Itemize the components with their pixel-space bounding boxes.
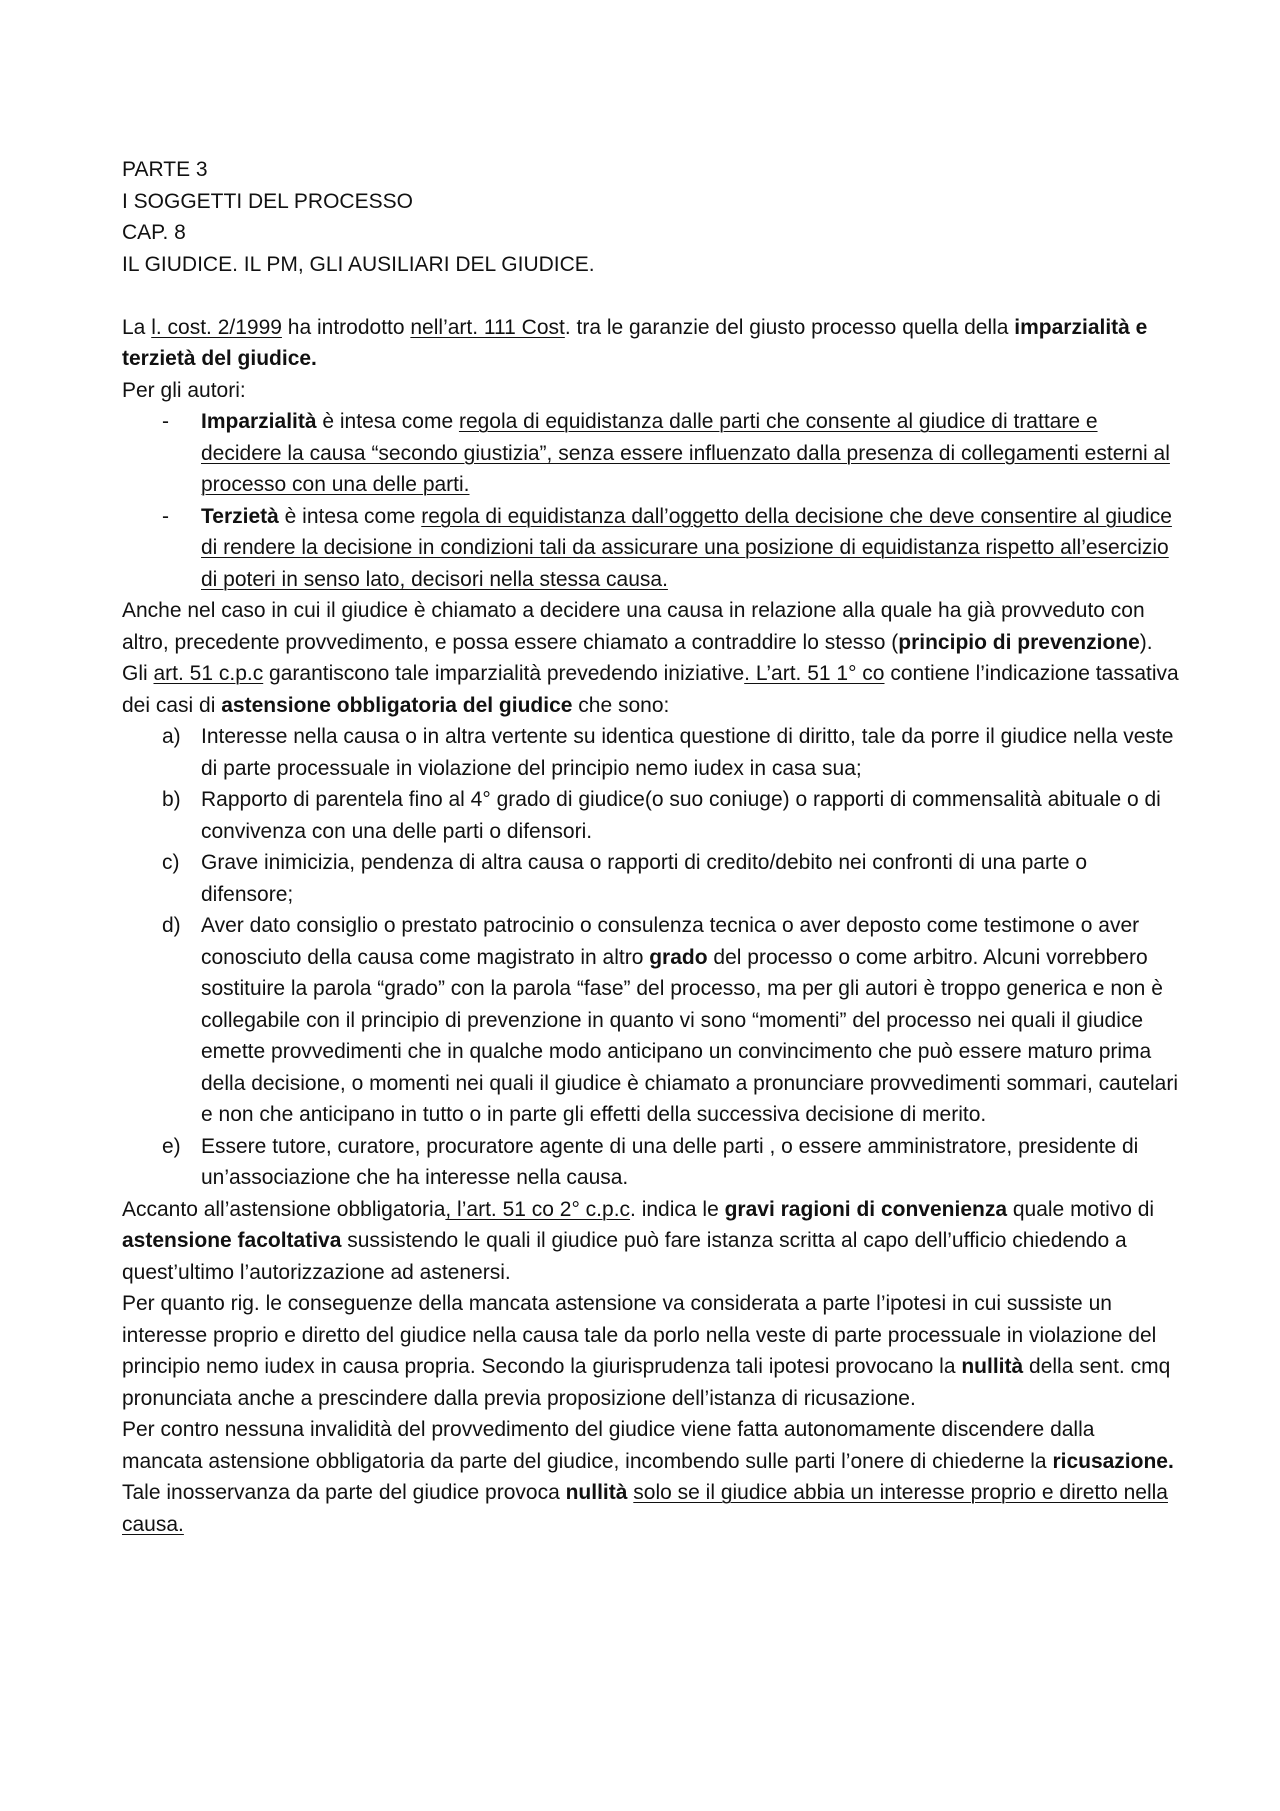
- reference-art-51: art. 51 c.p.c: [153, 662, 264, 685]
- authors-label: Per gli autori:: [122, 378, 246, 402]
- key-term: grado: [649, 945, 708, 969]
- blank-line: [122, 280, 1180, 312]
- key-term: astensione obbligatoria del giudice: [221, 693, 573, 717]
- list-item: d) Aver dato consiglio o prestato patrocinio o consulenza tecnica o aver deposto come testimone o aver conosciuto della causa come magistrato in altro grado del processo o come arbitro. Alcuni vorrebbero sostituire la parola “grado” con la parola “fase” del processo, ma per gli autori è troppo generica e non è collegabile con il principio di prevenzione in quanto vi sono “momenti” del processo nei quali il giudice emette provvedimenti che in qualche modo anticipano un convincimento che può essere maturo prima della decisione, o momenti nei quali il giudice è chiamato a pronunciare provvedimenti sommari, cautelari e non che anticipano in tutto o in parte gli effetti della successiva decisione di merito.: [122, 910, 1180, 1131]
- list-marker: a): [162, 725, 181, 748]
- list-item: a) Interesse nella causa o in altra vertente su identica questione di diritto, tale da porre il giudice nella veste di parte processuale in violazione del principio nemo iudex in casa sua;: [122, 721, 1180, 784]
- reference-art-51-co-1: . L’art. 51 1° co: [744, 662, 885, 685]
- list-item: e) Essere tutore, curatore, procuratore agente di una delle parti , o essere amministratore, presidente di un’associazione che ha interesse nella causa.: [122, 1131, 1180, 1194]
- list-marker: b): [162, 788, 181, 811]
- definition-item-terzieta: - Terzietà è intesa come regola di equidistanza dall’oggetto della decisione che deve consentire al giudice di rendere la decisione in condizioni tali da assicurare una posizione di equidistanza rispetto all’esercizio di poteri in senso lato, decisori nella stessa causa.: [122, 501, 1180, 596]
- part-title: I SOGGETTI DEL PROCESSO: [122, 189, 413, 213]
- chapter-number: CAP. 8: [122, 221, 186, 244]
- reference-legge-costituzionale: l. cost. 2/1999: [151, 315, 282, 339]
- consequences-paragraph: Per quanto rig. le conseguenze della mancata astensione va considerata a parte l’ipotesi in cui sussiste un interesse proprio e diretto del giudice nella causa tale da porlo nella veste di parte processuale in violazione del principio nemo iudex in causa propria. Secondo la giurisprudenza tali ipotesi provocano la nullità della sent. cmq pronunciata anche a prescindere dalla previa proposizione dell’istanza di ricusazione.: [122, 1292, 1171, 1410]
- list-dash: -: [162, 410, 169, 433]
- key-term: nullità: [961, 1355, 1024, 1378]
- definitions-list: [122, 406, 1180, 595]
- part-number: PARTE 3: [122, 158, 208, 181]
- key-term: ricusazione.: [1052, 1449, 1174, 1473]
- definition-text: regola di equidistanza dalle parti che consente al giudice di trattare e decidere la causa “secondo giustizia”, senza essere influenzato dalla presenza di collegamenti esterni al processo con una delle parti.: [201, 410, 1170, 496]
- chapter-title: IL GIUDICE. IL PM, GLI AUSILIARI DEL GIUDICE.: [122, 252, 595, 276]
- list-item: c) Grave inimicizia, pendenza di altra causa o rapporti di credito/debito nei confronti di una parte o difensore;: [122, 847, 1180, 910]
- art51-paragraph: Gli art. 51 c.p.c garantiscono tale imparzialità prevedendo iniziative. L’art. 51 1° co contiene l’indicazione tassativa dei casi di astensione obbligatoria del giudice che sono:: [122, 662, 1179, 717]
- list-marker: c): [162, 851, 180, 874]
- list-item: b) Rapporto di parentela fino al 4° grado di giudice(o suo coniuge) o rapporti di commensalità abituale o di convivenza con una delle parti o difensori.: [122, 784, 1180, 847]
- abstention-cases-list: [122, 721, 1180, 1194]
- list-marker: e): [162, 1134, 181, 1158]
- key-term: nullità: [565, 1481, 628, 1504]
- document-header: [122, 154, 1180, 280]
- invalidity-paragraph: Per contro nessuna invalidità del provvedimento del giudice viene fatta autonomamente discendere dalla mancata astensione obbligatoria da parte del giudice, incombendo sulle parti l’onere di chiederne la ricusazione. Tale inosservanza da parte del giudice provoca nullità solo se il giudice abbia un interesse proprio e diretto nella causa.: [122, 1418, 1174, 1536]
- intro-paragraph: La l. cost. 2/1999 ha introdotto nell’art. 111 Cost. tra le garanzie del giusto processo quella della imparzialità e terzietà del giudice.: [122, 315, 1148, 370]
- reference-art-111: nell’art. 111 Cost: [410, 315, 565, 339]
- underlined-conclusion: solo se il giudice abbia un interesse proprio e diretto nella causa.: [122, 1481, 1168, 1536]
- key-term: astensione facoltativa: [122, 1229, 342, 1252]
- list-marker: d): [162, 914, 181, 937]
- key-term: imparzialità e terzietà del giudice.: [122, 315, 1148, 370]
- key-term: principio di prevenzione: [898, 630, 1140, 654]
- facultative-paragraph: Accanto all’astensione obbligatoria, l’art. 51 co 2° c.p.c. indica le gravi ragioni di convenienza quale motivo di astensione facoltativa sussistendo le quali il giudice può fare istanza scritta al capo dell’ufficio chiedendo a quest’ultimo l’autorizzazione ad astenersi.: [122, 1197, 1155, 1284]
- list-dash: -: [162, 504, 169, 528]
- definition-term: Imparzialità: [201, 410, 317, 433]
- prevention-paragraph: Anche nel caso in cui il giudice è chiamato a decidere una causa in relazione alla quale ha già provveduto con altro, precedente provvedimento, e possa essere chiamato a contraddire lo stesso (principio di prevenzione).: [122, 599, 1153, 654]
- definition-text: regola di equidistanza dall’oggetto della decisione che deve consentire al giudice di rendere la decisione in condizioni tali da assicurare una posizione di equidistanza rispetto all’esercizio di poteri in senso lato, decisori nella stessa causa.: [201, 504, 1172, 591]
- definition-item-imparzialita: - Imparzialità è intesa come regola di equidistanza dalle parti che consente al giudice di trattare e decidere la causa “secondo giustizia”, senza essere influenzato dalla presenza di collegamenti esterni al processo con una delle parti.: [122, 406, 1180, 501]
- reference-art-51-co-2: , l’art. 51 co 2° c.p.c: [445, 1197, 631, 1221]
- definition-term: Terzietà: [201, 504, 279, 528]
- key-term: gravi ragioni di convenienza: [724, 1197, 1008, 1221]
